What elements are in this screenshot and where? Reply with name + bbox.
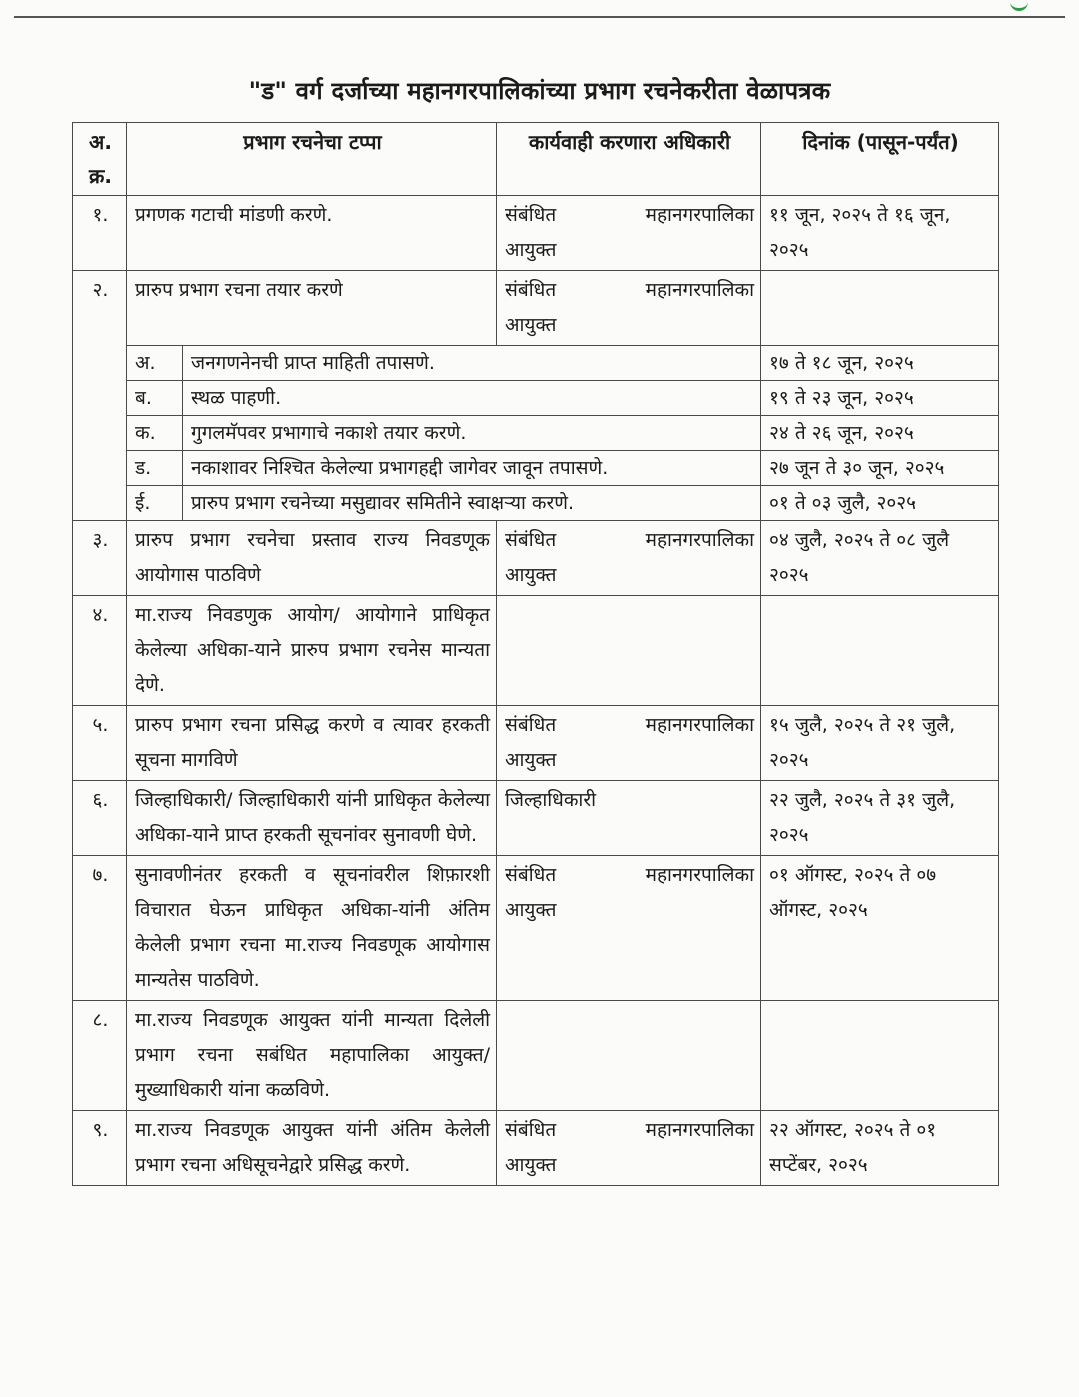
row-date: ०४ जुलै, २०२५ ते ०८ जुलै २०२५ [761, 521, 999, 596]
table-row [73, 781, 999, 856]
officer-label: संबंधित [505, 279, 557, 301]
row-stage: प्रारुप प्रभाग रचना प्रसिद्ध करणे व त्यावर हरकती सूचना मागविणे [127, 706, 497, 781]
sub-row-number: ब. [127, 381, 183, 416]
row-number: ४. [73, 596, 127, 706]
officer-label: संबंधित [505, 1119, 557, 1141]
sub-row-task: प्रारुप प्रभाग रचनेच्या मसुद्यावर समितीने स्वाक्षऱ्या करणे. [183, 486, 761, 521]
row-date: ०१ ऑगस्ट, २०२५ ते ०७ ऑगस्ट, २०२५ [761, 856, 999, 1001]
row-officer [497, 271, 761, 346]
header-date: दिनांक (पासून-पर्यंत) [761, 123, 999, 196]
row-officer [497, 781, 761, 856]
officer-label: आयुक्त [505, 239, 557, 261]
sub-row [73, 416, 999, 451]
row-stage: मा.राज्य निवडणुक आयोग/ आयोगाने प्राधिकृत केलेल्या अधिका-याने प्रारुप प्रभाग रचनेस मान्यता देणे. [127, 596, 497, 706]
row-stage: प्रारुप प्रभाग रचना तयार करणे [127, 271, 497, 346]
row-date: ११ जून, २०२५ ते १६ जून, २०२५ [761, 196, 999, 271]
row-number: १. [73, 196, 127, 271]
sub-row [73, 451, 999, 486]
officer-label: संबंधित [505, 204, 557, 226]
officer-label: महानगरपालिका [645, 1119, 755, 1141]
row-date [761, 1001, 999, 1111]
row-date [761, 596, 999, 706]
page-title: "ड" वर्ग दर्जाच्या महानगरपालिकांच्या प्रभाग रचनेकरीता वेळापत्रक [248, 77, 831, 105]
officer-label: महानगरपालिका [645, 279, 755, 301]
officer-label: महानगरपालिका [645, 204, 755, 226]
row-officer [497, 521, 761, 596]
officer-label: महानगरपालिका [645, 529, 755, 551]
row-officer [497, 856, 761, 1001]
row-number: ५. [73, 706, 127, 781]
officer-label: आयुक्त [505, 899, 557, 921]
row-date [761, 271, 999, 346]
table-row [73, 1111, 999, 1186]
row-officer [497, 596, 761, 706]
sub-row-number: ड. [127, 451, 183, 486]
officer-label: आयुक्त [505, 749, 557, 771]
table-row [73, 1001, 999, 1111]
sub-row-task: स्थळ पाहणी. [183, 381, 761, 416]
sub-row [73, 346, 999, 381]
row-stage: जिल्हाधिकारी/ जिल्हाधिकारी यांनी प्राधिकृत केलेल्या अधिका-याने प्राप्त हरकती सूचनांवर सुनावणी घेणे. [127, 781, 497, 856]
row-officer [497, 706, 761, 781]
row-officer [497, 1111, 761, 1186]
top-border-line [14, 16, 1065, 18]
sub-row-date: १९ ते २३ जून, २०२५ [761, 381, 999, 416]
officer-label: आयुक्त [505, 314, 557, 336]
row-number: २. [73, 271, 127, 521]
table-row [73, 521, 999, 596]
sub-row-number: अ. [127, 346, 183, 381]
officer-label: महानगरपालिका [645, 714, 755, 736]
officer-label: संबंधित [505, 864, 557, 886]
row-number: ३. [73, 521, 127, 596]
row-date: २२ ऑगस्ट, २०२५ ते ०१ सप्टेंबर, २०२५ [761, 1111, 999, 1186]
table-row [73, 196, 999, 271]
sub-row-task: नकाशावर निश्चित केलेल्या प्रभागहद्दी जागेवर जावून तपासणे. [183, 451, 761, 486]
officer-label: जिल्हाधिकारी [505, 789, 597, 811]
header-stage: प्रभाग रचनेचा टप्पा [127, 123, 497, 196]
row-officer [497, 1001, 761, 1111]
sub-row-date: २४ ते २६ जून, २०२५ [761, 416, 999, 451]
row-number: ९. [73, 1111, 127, 1186]
row-number: ८. [73, 1001, 127, 1111]
officer-label: महानगरपालिका [645, 864, 755, 886]
row-stage: प्रगणक गटाची मांडणी करणे. [127, 196, 497, 271]
header-officer: कार्यवाही करणारा अधिकारी [497, 123, 761, 196]
sub-row-task: गुगलमॅपवर प्रभागाचे नकाशे तयार करणे. [183, 416, 761, 451]
sub-row-date: २७ जून ते ३० जून, २०२५ [761, 451, 999, 486]
officer-label: संबंधित [505, 529, 557, 551]
table-header-row [73, 123, 999, 196]
sub-row [73, 381, 999, 416]
row-stage: मा.राज्य निवडणूक आयुक्त यांनी मान्यता दिलेली प्रभाग रचना सबंधित महापालिका आयुक्त/ मुख्याधिकारी यांना कळविणे. [127, 1001, 497, 1111]
row-stage: सुनावणीनंतर हरकती व सूचनांवरील शिफ़ारशी विचारात घेऊन प्राधिकृत अधिका-यांनी अंतिम केलेली प्रभाग रचना मा.राज्य निवडणूक आयोगास मान्यतेस पाठविणे. [127, 856, 497, 1001]
sub-row-number: ई. [127, 486, 183, 521]
schedule-table [72, 122, 999, 1186]
table-row [73, 856, 999, 1001]
table-row [73, 271, 999, 346]
row-date: २२ जुलै, २०२५ ते ३१ जुलै, २०२५ [761, 781, 999, 856]
table-row [73, 706, 999, 781]
row-number: ६. [73, 781, 127, 856]
officer-label: आयुक्त [505, 1154, 557, 1176]
row-number: ७. [73, 856, 127, 1001]
sub-row [73, 486, 999, 521]
sub-row-date: १७ ते १८ जून, २०२५ [761, 346, 999, 381]
table-row [73, 596, 999, 706]
officer-label: संबंधित [505, 714, 557, 736]
row-officer [497, 196, 761, 271]
officer-label: आयुक्त [505, 564, 557, 586]
row-date: १५ जुलै, २०२५ ते २१ जुलै, २०२५ [761, 706, 999, 781]
row-stage: प्रारुप प्रभाग रचनेचा प्रस्ताव राज्य निवडणूक आयोगास पाठविणे [127, 521, 497, 596]
row-stage: मा.राज्य निवडणूक आयुक्त यांनी अंतिम केलेली प्रभाग रचना अधिसूचनेद्वारे प्रसिद्ध करणे. [127, 1111, 497, 1186]
green-mark-icon [1010, 0, 1028, 11]
sub-row-number: क. [127, 416, 183, 451]
sub-row-date: ०१ ते ०३ जुलै, २०२५ [761, 486, 999, 521]
sub-row-task: जनगणनेनची प्राप्त माहिती तपासणे. [183, 346, 761, 381]
header-serial: अ. क्र. [73, 123, 127, 196]
